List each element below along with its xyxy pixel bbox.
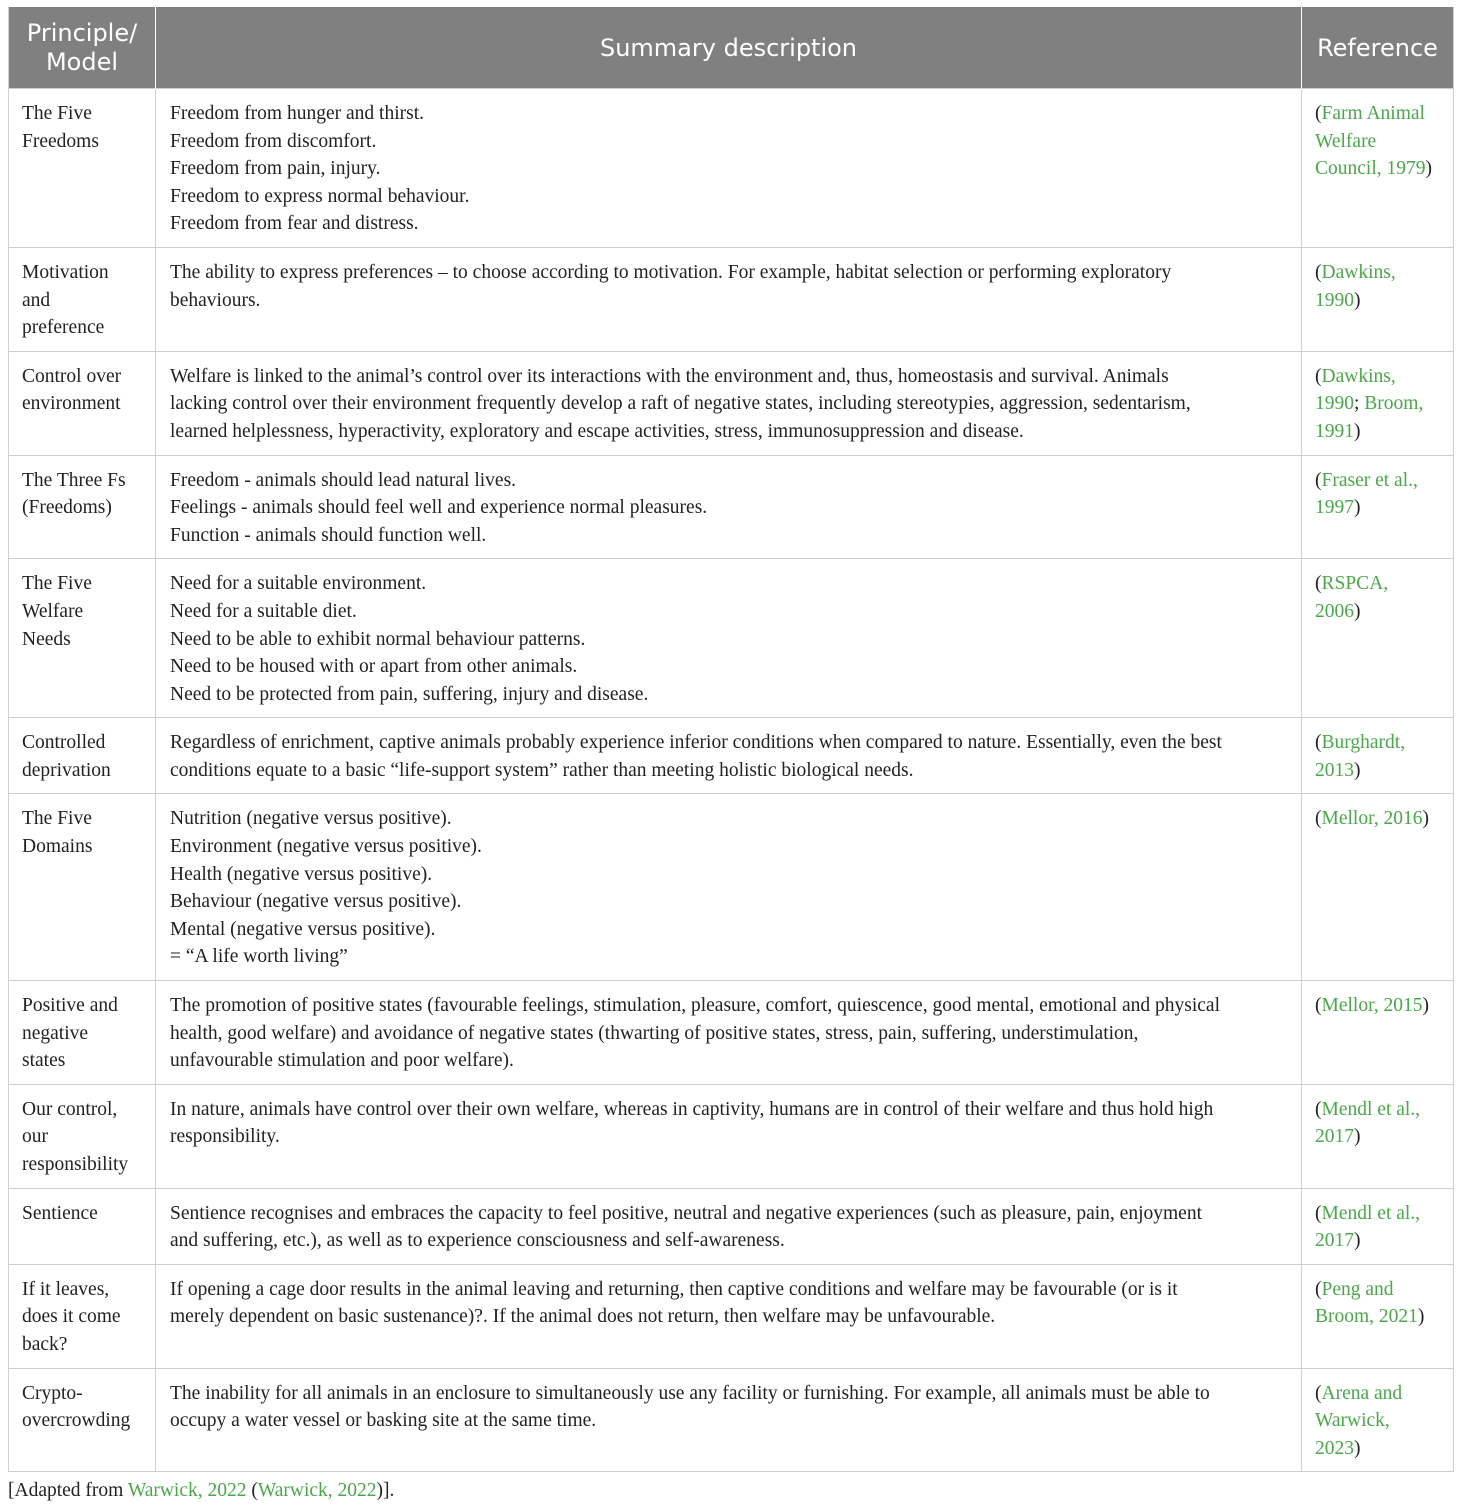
citation-link[interactable]: 2006 — [1315, 600, 1354, 622]
summary-line: health, good welfare) and avoidance of negative states (thwarting of positive states, stress, pain, suffering, understimulation, — [170, 1022, 1139, 1044]
summary-line: Freedom from fear and distress. — [170, 213, 419, 235]
principle-line: Controlled — [22, 732, 106, 754]
citation-punctuation: ( — [1315, 808, 1322, 830]
header-summary: Summary description — [156, 7, 1302, 89]
citation-punctuation: ( — [246, 1480, 258, 1501]
reference-cell — [1302, 794, 1454, 981]
citation-punctuation: ( — [1315, 1202, 1322, 1224]
principle-cell — [9, 89, 156, 248]
principle-cell — [9, 559, 156, 718]
principle-line: and — [22, 289, 51, 311]
citation-punctuation: ) — [1422, 808, 1430, 830]
citation-punctuation: ) — [1417, 1306, 1425, 1328]
summary-line: responsibility. — [170, 1126, 280, 1148]
principle-line: If it leaves, — [22, 1278, 110, 1300]
citation-punctuation: ) — [1354, 1437, 1361, 1459]
summary-cell — [156, 1188, 1302, 1264]
table-row — [9, 1084, 1454, 1188]
summary-line: Environment (negative versus positive). — [170, 836, 482, 858]
citation-punctuation: [Adapted from — [8, 1480, 128, 1501]
principle-line: The Five — [22, 808, 92, 830]
principle-line: our — [22, 1126, 48, 1148]
summary-line: Mental (negative versus positive). — [170, 918, 436, 940]
summary-line: Need to be protected from pain, suffering, injury and disease. — [170, 683, 649, 705]
principle-line: negative — [22, 1022, 89, 1044]
principle-line: (Freedoms) — [22, 497, 112, 519]
citation-link[interactable]: Fraser et al., — [1321, 469, 1418, 491]
citation-link[interactable]: Arena and — [1321, 1382, 1403, 1404]
summary-line: Freedom to express normal behaviour. — [170, 185, 470, 207]
summary-line: Regardless of enrichment, captive animals probably experience inferior conditions when compared to nature. Essentially, even the best — [170, 732, 1222, 754]
summary-line: Freedom - animals should lead natural lives. — [170, 469, 517, 491]
summary-line: occupy a water vessel or basking site at the same time. — [170, 1410, 597, 1432]
principle-line: states — [22, 1050, 66, 1072]
principle-cell — [9, 1264, 156, 1368]
citation-link[interactable]: Farm Animal — [1321, 103, 1425, 124]
summary-line: If opening a cage door results in the animal leaving and returning, then captive conditions and welfare may be favourable (or is it — [170, 1278, 1178, 1300]
citation-punctuation: )]. — [376, 1480, 395, 1501]
citation-link[interactable]: Dawkins, — [1321, 261, 1396, 283]
principle-cell — [9, 455, 156, 559]
principle-line: Freedoms — [22, 130, 99, 152]
summary-line: The promotion of positive states (favourable feelings, stimulation, pleasure, comfort, quiescence, good mental, emotional and physical — [170, 995, 1221, 1017]
citation-link[interactable]: 1997 — [1315, 497, 1354, 519]
summary-line: Need for a suitable diet. — [170, 600, 357, 622]
summary-line: learned helplessness, hyperactivity, exploratory and escape activities, stress, immunosuppression and disease. — [170, 420, 1024, 442]
table-container — [8, 7, 1453, 1472]
citation-punctuation: ( — [1315, 261, 1322, 283]
principle-line: responsibility — [22, 1154, 129, 1175]
summary-line: Health (negative versus positive). — [170, 863, 433, 885]
citation-link[interactable]: 2017 — [1315, 1126, 1354, 1148]
summary-cell — [156, 718, 1302, 794]
citation-punctuation: ) — [1354, 420, 1361, 442]
principle-line: Domains — [22, 836, 93, 858]
principle-line: back? — [22, 1333, 68, 1355]
citation-link[interactable]: 1991 — [1315, 420, 1354, 442]
citation-punctuation: ( — [1315, 732, 1322, 754]
citation-punctuation: ) — [1422, 995, 1430, 1017]
citation-link[interactable]: 2017 — [1315, 1230, 1354, 1252]
reference-cell — [1302, 1084, 1454, 1188]
citation-link[interactable]: Council, 1979 — [1315, 158, 1426, 180]
summary-line: Sentience recognises and embraces the capacity to feel positive, neutral and negative experiences (such as pleasure, pain, enjoyment — [170, 1202, 1202, 1224]
reference-cell — [1302, 247, 1454, 351]
citation-link[interactable]: 2023 — [1315, 1437, 1354, 1459]
citation-punctuation: ( — [1315, 573, 1322, 595]
citation-link[interactable]: Broom, 2021 — [1315, 1306, 1418, 1328]
principle-line: Positive and — [22, 995, 118, 1017]
summary-cell — [156, 89, 1302, 248]
table-row — [9, 1188, 1454, 1264]
citation-link[interactable]: Broom, — [1364, 393, 1424, 415]
principle-line: deprivation — [22, 759, 111, 781]
table-row — [9, 794, 1454, 981]
principle-line: Welfare — [22, 600, 84, 622]
reference-cell — [1302, 559, 1454, 718]
citation-punctuation: ( — [1315, 469, 1322, 491]
reference-cell — [1302, 89, 1454, 248]
summary-line: Feelings - animals should feel well and experience normal pleasures. — [170, 497, 708, 519]
summary-line: Need to be able to exhibit normal behaviour patterns. — [170, 628, 586, 650]
summary-cell — [156, 351, 1302, 455]
table-row — [9, 247, 1454, 351]
table-body — [9, 89, 1454, 1472]
principle-line: The Five — [22, 103, 92, 124]
citation-link[interactable]: Peng and — [1321, 1278, 1394, 1300]
table-row — [9, 981, 1454, 1085]
principle-line: The Three Fs — [22, 469, 126, 491]
table-row — [9, 351, 1454, 455]
table-row — [9, 89, 1454, 248]
citation-link[interactable]: Mellor, 2016 — [1321, 808, 1423, 830]
summary-line: In nature, animals have control over their own welfare, whereas in captivity, humans are in control of their welfare and thus hold high — [170, 1098, 1214, 1120]
citation-punctuation: ) — [1354, 759, 1361, 781]
summary-cell — [156, 794, 1302, 981]
summary-cell — [156, 559, 1302, 718]
principle-cell — [9, 1368, 156, 1472]
citation-punctuation: ( — [1315, 995, 1322, 1017]
principle-cell — [9, 794, 156, 981]
principle-line: environment — [22, 393, 121, 415]
summary-line: and suffering, etc.), as well as to experience consciousness and self-awareness. — [170, 1230, 785, 1252]
reference-cell — [1302, 981, 1454, 1085]
principle-cell — [9, 1188, 156, 1264]
citation-link[interactable]: Dawkins, — [1321, 365, 1396, 387]
principle-line: The Five — [22, 573, 92, 595]
citation-punctuation: ) — [1354, 1230, 1361, 1252]
citation-punctuation: ( — [1315, 103, 1322, 124]
principle-line: Control over — [22, 365, 122, 387]
summary-line: behaviours. — [170, 289, 261, 311]
summary-line: Nutrition (negative versus positive). — [170, 808, 452, 830]
summary-line: merely dependent on basic sustenance)?. If the animal does not return, then welfare may be unfavourable. — [170, 1306, 996, 1328]
citation-punctuation: ; — [1354, 393, 1365, 415]
summary-line: The inability for all animals in an enclosure to simultaneously use any facility or furnishing. For example, all animals must be able to — [170, 1382, 1210, 1404]
citation-link[interactable]: Warwick, 2022 — [257, 1480, 377, 1501]
summary-line: conditions equate to a basic “life-support system” rather than meeting holistic biological needs. — [170, 759, 914, 781]
table-row — [9, 1368, 1454, 1472]
citation-punctuation: ) — [1354, 600, 1361, 622]
summary-line: Behaviour (negative versus positive). — [170, 891, 462, 913]
citation-link[interactable]: RSPCA, — [1321, 573, 1389, 595]
citation-link[interactable]: Welfare — [1315, 130, 1377, 152]
citation-link[interactable]: Burghardt, — [1321, 732, 1406, 754]
citation-link[interactable]: Warwick, 2022 — [127, 1480, 247, 1501]
reference-cell — [1302, 455, 1454, 559]
summary-line: Need for a suitable environment. — [170, 573, 427, 595]
principle-line: overcrowding — [22, 1410, 131, 1432]
reference-cell — [1302, 1264, 1454, 1368]
citation-punctuation: ( — [1315, 1098, 1322, 1120]
reference-cell — [1302, 1188, 1454, 1264]
citation-link[interactable]: Warwick, — [1315, 1410, 1390, 1432]
principle-cell — [9, 351, 156, 455]
summary-line: lacking control over their environment frequently develop a raft of negative states, including stereotypies, aggression, sedentarism, — [170, 393, 1191, 415]
summary-cell — [156, 1084, 1302, 1188]
summary-line: Freedom from hunger and thirst. — [170, 103, 424, 124]
footnote — [8, 1477, 394, 1504]
citation-punctuation: ) — [1354, 1126, 1361, 1148]
citation-punctuation: ( — [1315, 1382, 1322, 1404]
summary-line: Freedom from discomfort. — [170, 130, 377, 152]
citation-link[interactable]: Mendl et al., — [1321, 1098, 1421, 1120]
citation-link[interactable]: 2013 — [1315, 759, 1354, 781]
header-principle: Principle/ Model — [9, 7, 156, 89]
reference-cell — [1302, 1368, 1454, 1472]
reference-cell — [1302, 351, 1454, 455]
summary-line: Freedom from pain, injury. — [170, 158, 381, 180]
summary-line: The ability to express preferences – to choose according to motivation. For example, habitat selection or performing exploratory — [170, 261, 1172, 283]
citation-punctuation: ( — [1315, 365, 1322, 387]
principle-cell — [9, 718, 156, 794]
header-row — [9, 7, 1454, 89]
table-row — [9, 559, 1454, 718]
table-row — [9, 718, 1454, 794]
citation-link[interactable]: Mellor, 2015 — [1321, 995, 1423, 1017]
summary-cell — [156, 247, 1302, 351]
principle-line: Crypto- — [22, 1382, 83, 1404]
principle-line: Needs — [22, 628, 71, 650]
citation-punctuation: ) — [1425, 158, 1432, 180]
summary-line: Function - animals should function well. — [170, 524, 487, 546]
summary-line: = “A life worth living” — [170, 946, 348, 968]
summary-cell — [156, 981, 1302, 1085]
citation-link[interactable]: Mendl et al., — [1321, 1202, 1421, 1224]
citation-link[interactable]: 1990 — [1315, 393, 1354, 415]
principle-line: preference — [22, 317, 105, 339]
summary-line: Need to be housed with or apart from other animals. — [170, 656, 578, 678]
principle-line: Our control, — [22, 1098, 118, 1120]
table-row — [9, 1264, 1454, 1368]
citation-link[interactable]: 1990 — [1315, 289, 1354, 311]
header-reference: Reference — [1302, 7, 1454, 89]
citation-punctuation: ( — [1315, 1278, 1322, 1300]
principle-line: Motivation — [22, 261, 109, 283]
reference-cell — [1302, 718, 1454, 794]
principle-cell — [9, 247, 156, 351]
principle-line: Sentience — [22, 1202, 98, 1224]
table-row — [9, 455, 1454, 559]
principle-cell — [9, 1084, 156, 1188]
summary-cell — [156, 455, 1302, 559]
summary-line: unfavourable stimulation and poor welfare). — [170, 1050, 514, 1072]
citation-punctuation: ) — [1354, 497, 1361, 519]
welfare-principles-table — [8, 7, 1454, 1472]
principle-line: does it come — [22, 1306, 121, 1328]
summary-line: Welfare is linked to the animal’s control over its interactions with the environment and, thus, homeostasis and survival. Animals — [170, 365, 1169, 387]
summary-cell — [156, 1368, 1302, 1472]
summary-cell — [156, 1264, 1302, 1368]
citation-punctuation: ) — [1354, 289, 1361, 311]
principle-cell — [9, 981, 156, 1085]
